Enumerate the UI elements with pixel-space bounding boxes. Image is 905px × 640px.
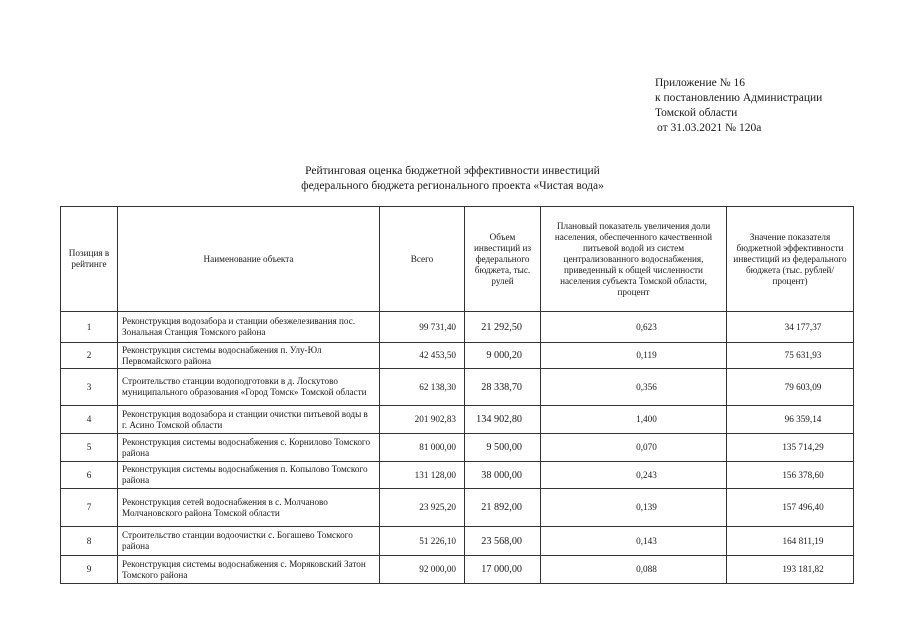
cell-total: 62 138,30 (380, 369, 465, 406)
cell-investment: 28 338,70 (465, 369, 541, 406)
cell-total: 42 453,50 (380, 343, 465, 369)
header-value: Значение показателя бюджетной эффективности инвестиций из федерального бюджета (тыс. рублей/процент) (727, 207, 854, 312)
cell-indicator: 0,139 (541, 489, 727, 527)
cell-position: 2 (61, 343, 118, 369)
cell-name: Строительство станции водоочистки с. Богашево Томского района (118, 527, 380, 556)
cell-investment: 17 000,00 (465, 556, 541, 584)
cell-name: Реконструкция сетей водоснабжения в с. Молчаново Молчановского района Томской области (118, 489, 380, 527)
cell-total: 23 925,20 (380, 489, 465, 527)
cell-position: 6 (61, 462, 118, 489)
table-row (61, 527, 854, 556)
cell-value: 34 177,37 (727, 312, 854, 343)
cell-investment: 9 000,20 (465, 343, 541, 369)
cell-indicator: 0,088 (541, 556, 727, 584)
table-row (61, 556, 854, 584)
cell-value: 79 603,09 (727, 369, 854, 406)
title-line-2: федерального бюджета регионального проекта «Чистая вода» (301, 180, 604, 192)
header-total: Всего (380, 207, 465, 312)
header-name: Наименование объекта (118, 207, 380, 312)
table-row (61, 489, 854, 527)
cell-value: 156 378,60 (727, 462, 854, 489)
cell-value: 135 714,29 (727, 434, 854, 462)
cell-indicator: 1,400 (541, 406, 727, 434)
cell-total: 51 226,10 (380, 527, 465, 556)
document-title (0, 164, 905, 194)
cell-investment: 9 500,00 (465, 434, 541, 462)
cell-indicator: 0,070 (541, 434, 727, 462)
cell-position: 3 (61, 369, 118, 406)
cell-value: 164 811,19 (727, 527, 854, 556)
cell-investment: 21 892,00 (465, 489, 541, 527)
cell-name: Реконструкция водозабора и станции очистки питьевой воды в г. Асино Томской области (118, 406, 380, 434)
cell-value: 96 359,14 (727, 406, 854, 434)
cell-total: 81 000,00 (380, 434, 465, 462)
cell-indicator: 0,356 (541, 369, 727, 406)
title-line-1: Рейтинговая оценка бюджетной эффективности инвестиций (305, 165, 600, 177)
cell-indicator: 0,623 (541, 312, 727, 343)
cell-value: 193 181,82 (727, 556, 854, 584)
cell-total: 99 731,40 (380, 312, 465, 343)
table-row (61, 406, 854, 434)
cell-total: 201 902,83 (380, 406, 465, 434)
cell-investment: 134 902,80 (465, 406, 541, 434)
cell-indicator: 0,119 (541, 343, 727, 369)
rating-table (60, 206, 854, 584)
table-row (61, 343, 854, 369)
cell-position: 9 (61, 556, 118, 584)
cell-position: 4 (61, 406, 118, 434)
cell-value: 75 631,93 (727, 343, 854, 369)
cell-investment: 38 000,00 (465, 462, 541, 489)
appendix-region: Томской области (655, 107, 738, 119)
cell-position: 5 (61, 434, 118, 462)
table-row (61, 434, 854, 462)
appendix-date: от 31.03.2021 № 120а (657, 122, 762, 134)
header-indicator: Плановый показатель увеличения доли населения, обеспеченного качественной питьевой водой из систем централизованного водоснабжения, приведенный к общей численности населения субъекта Томской области, процент (541, 207, 727, 312)
cell-name: Реконструкция системы водоснабжения п. Улу-Юл Первомайского района (118, 343, 380, 369)
cell-total: 92 000,00 (380, 556, 465, 584)
cell-investment: 23 568,00 (465, 527, 541, 556)
cell-name: Реконструкция системы водоснабжения п. Копылово Томского района (118, 462, 380, 489)
appendix-block (655, 76, 822, 136)
header-investment: Объем инвестиций из федерального бюджета, тыс. рулей (465, 207, 541, 312)
table-header-row (61, 207, 854, 312)
cell-value: 157 496,40 (727, 489, 854, 527)
table-row (61, 312, 854, 343)
cell-name: Строительство станции водоподготовки в д. Лоскутово муниципального образования «Город Томск» Томской области (118, 369, 380, 406)
cell-name: Реконструкция водозабора и станции обезжелезивания пос. Зональная Станция Томского района (118, 312, 380, 343)
cell-indicator: 0,143 (541, 527, 727, 556)
cell-indicator: 0,243 (541, 462, 727, 489)
header-position: Позиция в рейтинге (61, 207, 118, 312)
cell-position: 1 (61, 312, 118, 343)
cell-name: Реконструкция системы водоснабжения с. Корнилово Томского района (118, 434, 380, 462)
table-row (61, 462, 854, 489)
table-row (61, 369, 854, 406)
appendix-resolution: к постановлению Администрации (655, 92, 823, 104)
cell-total: 131 128,00 (380, 462, 465, 489)
appendix-number: Приложение № 16 (655, 77, 745, 89)
cell-investment: 21 292,50 (465, 312, 541, 343)
cell-position: 7 (61, 489, 118, 527)
cell-position: 8 (61, 527, 118, 556)
cell-name: Реконструкция системы водоснабжения с. Моряковский Затон Томского района (118, 556, 380, 584)
